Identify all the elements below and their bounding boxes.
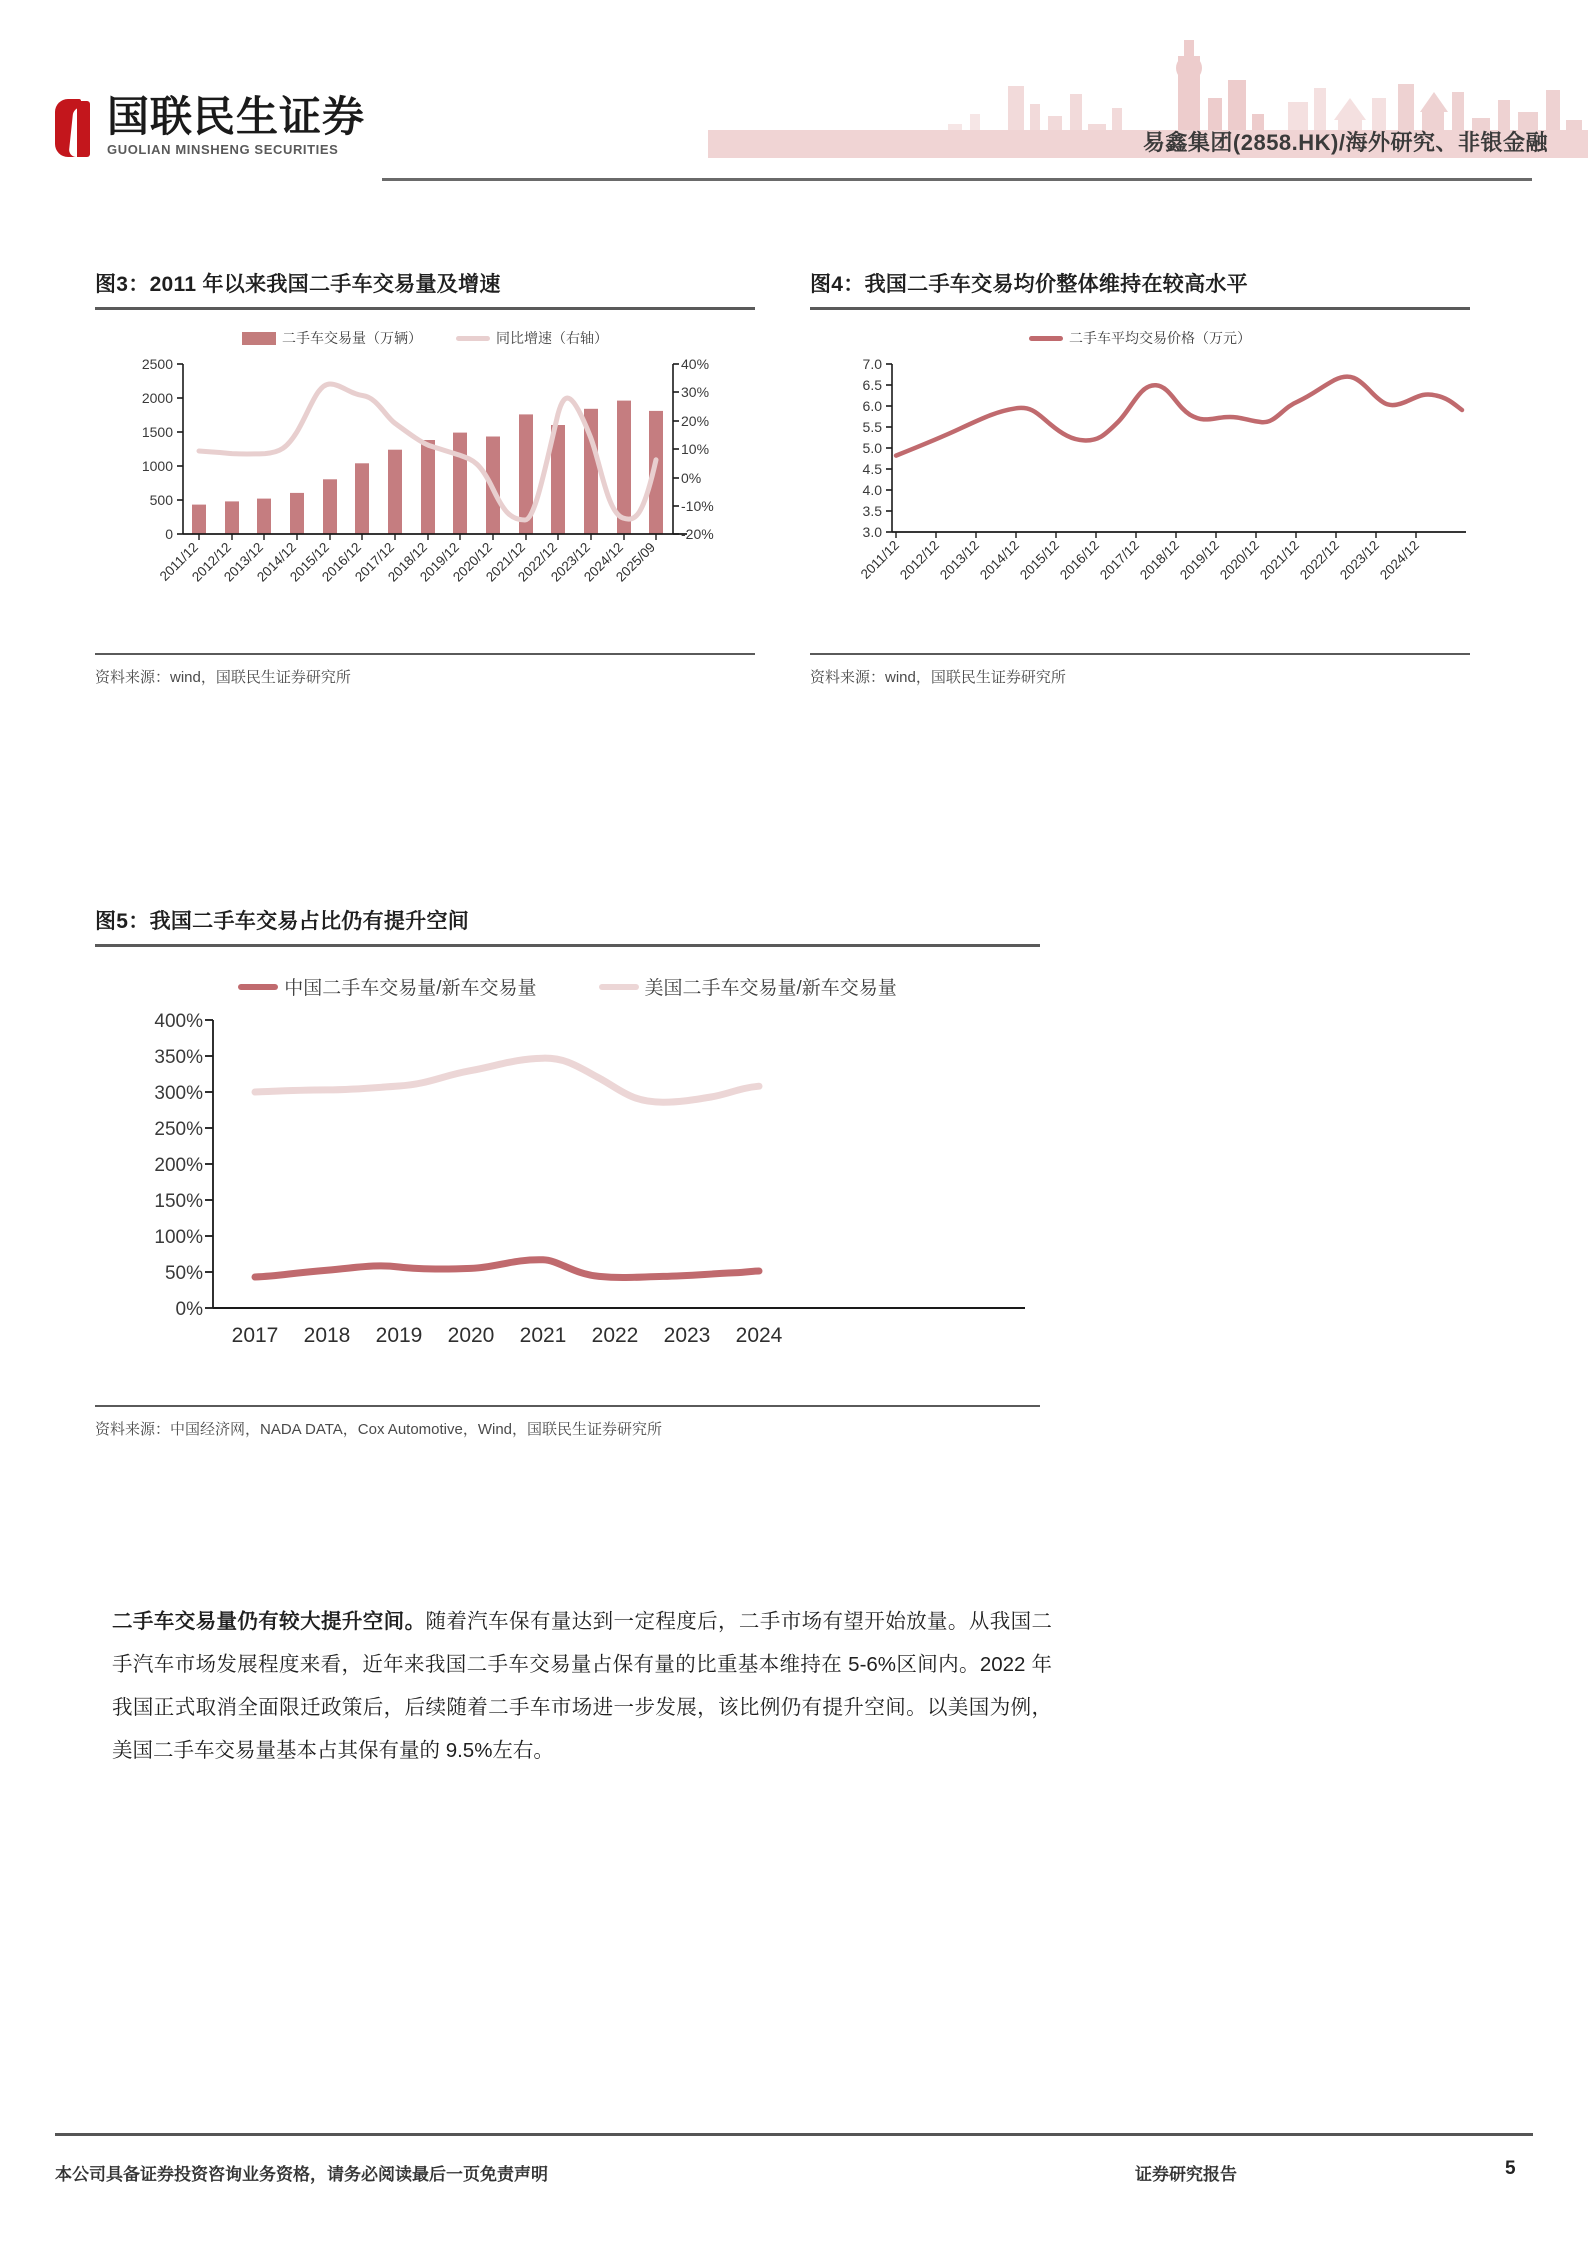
legend-item-china-ratio xyxy=(238,973,536,1000)
logo-mark-icon xyxy=(55,99,97,157)
logo-text-cn: 国联民生证券 xyxy=(107,93,366,140)
figure-5-source: 资料来源：中国经济网，NADA DATA，Cox Automotive，Wind，国联民生证券研究所 xyxy=(95,1421,663,1438)
legend-item-us-ratio xyxy=(599,973,897,1000)
svg-text:2013/12: 2013/12 xyxy=(220,539,267,585)
svg-text:2019/12: 2019/12 xyxy=(1176,537,1223,583)
figure-4 xyxy=(810,268,1470,687)
legend-item-avg-price xyxy=(1029,328,1251,348)
svg-text:2021/12: 2021/12 xyxy=(482,539,529,585)
svg-text:2022: 2022 xyxy=(591,1324,639,1347)
svg-text:2021/12: 2021/12 xyxy=(1256,537,1303,583)
svg-text:2011/12: 2011/12 xyxy=(156,539,202,584)
svg-text:2013/12: 2013/12 xyxy=(936,537,983,583)
svg-text:2017/12: 2017/12 xyxy=(1096,537,1143,583)
body-paragraph-rest: 随着汽车保有量达到一定程度后，二手市场有望开始放量。从我国二手汽车市场发展程度来看，近年来我国二手车交易量占保有量的比重基本维持在 5-6%区间内。2022 年我国正式取消全面限迁政策后，后续随着二手车市场进一步发展，该比例仍有提升空间。以美国为例，美国二手车交易量基本占其保有量的 9.5%左右。 xyxy=(112,1610,1053,1762)
svg-text:-10%: -10% xyxy=(681,498,714,514)
bar-series xyxy=(192,401,663,534)
svg-text:2016/12: 2016/12 xyxy=(318,539,365,585)
figure-4-plot xyxy=(810,348,1470,653)
svg-text:2021: 2021 xyxy=(519,1324,567,1347)
logo-text-en: GUOLIAN MINSHENG SECURITIES xyxy=(107,142,339,157)
svg-text:6.0: 6.0 xyxy=(862,398,882,414)
svg-text:2017: 2017 xyxy=(231,1324,279,1347)
svg-text:0: 0 xyxy=(165,526,173,542)
company-logo xyxy=(55,95,365,157)
footer-disclaimer: 本公司具备证券投资咨询业务资格，请务必阅读最后一页免责声明 xyxy=(55,2165,548,2184)
footer-page-number: 5 xyxy=(1505,2158,1516,2179)
svg-text:2023/12: 2023/12 xyxy=(547,539,594,585)
svg-text:10%: 10% xyxy=(681,441,710,457)
svg-text:400%: 400% xyxy=(154,1011,203,1032)
figure-4-title: 图4：我国二手车交易均价整体维持在较高水平 xyxy=(810,273,1248,296)
svg-text:2024/12: 2024/12 xyxy=(580,539,627,585)
svg-text:20%: 20% xyxy=(681,413,710,429)
figure-5-legend xyxy=(95,947,1040,1000)
figure-3-title: 图3：2011 年以来我国二手车交易量及增速 xyxy=(95,273,501,296)
svg-text:2019/12: 2019/12 xyxy=(416,539,463,585)
svg-text:2017/12: 2017/12 xyxy=(351,539,398,585)
figure-4-legend xyxy=(810,310,1470,348)
legend-swatch-line-icon xyxy=(1029,336,1063,341)
svg-text:2016/12: 2016/12 xyxy=(1056,537,1103,583)
footer-report-type: 证券研究报告 xyxy=(1135,2165,1237,2184)
svg-text:2015/12: 2015/12 xyxy=(286,539,333,585)
figure-5-title: 图5：我国二手车交易占比仍有提升空间 xyxy=(95,910,470,933)
svg-text:100%: 100% xyxy=(154,1227,203,1248)
svg-text:250%: 250% xyxy=(154,1119,203,1140)
us-ratio-line-series xyxy=(255,1058,759,1102)
svg-text:2019: 2019 xyxy=(375,1324,423,1347)
svg-text:5.5: 5.5 xyxy=(862,419,882,435)
svg-text:2014/12: 2014/12 xyxy=(976,537,1023,583)
svg-text:1000: 1000 xyxy=(141,458,173,474)
legend-item-bar xyxy=(242,328,422,348)
svg-text:50%: 50% xyxy=(164,1263,203,1284)
svg-text:4.0: 4.0 xyxy=(862,482,882,498)
figure-3-legend xyxy=(95,310,755,348)
figure-3-plot xyxy=(95,348,755,653)
svg-text:3.5: 3.5 xyxy=(862,503,882,519)
svg-text:1500: 1500 xyxy=(141,424,173,440)
svg-text:2015/12: 2015/12 xyxy=(1016,537,1063,583)
svg-text:7.0: 7.0 xyxy=(862,356,882,372)
page-header xyxy=(0,0,1588,185)
figure-5 xyxy=(95,905,1040,1439)
figure-4-source: 资料来源：wind，国联民生证券研究所 xyxy=(810,669,1066,686)
svg-text:2018/12: 2018/12 xyxy=(384,539,431,585)
svg-text:2024/12: 2024/12 xyxy=(1376,537,1423,583)
svg-text:2012/12: 2012/12 xyxy=(896,537,943,583)
svg-text:2014/12: 2014/12 xyxy=(253,539,300,585)
header-banner-title: 易鑫集团(2858.HK)/海外研究、非银金融 xyxy=(1142,130,1548,155)
svg-text:2023/12: 2023/12 xyxy=(1336,537,1383,583)
legend-swatch-bar-icon xyxy=(242,332,276,345)
svg-text:2022/12: 2022/12 xyxy=(1296,537,1343,583)
china-ratio-line-series xyxy=(255,1260,759,1278)
body-paragraph xyxy=(112,1600,1052,1772)
legend-swatch-line-icon xyxy=(456,336,490,341)
legend-label-china-ratio: 中国二手车交易量/新车交易量 xyxy=(284,978,537,999)
header-divider xyxy=(382,178,1532,181)
legend-item-line xyxy=(456,328,608,348)
figure-3 xyxy=(95,268,755,687)
legend-label-us-ratio: 美国二手车交易量/新车交易量 xyxy=(644,978,897,999)
svg-text:2018/12: 2018/12 xyxy=(1136,537,1183,583)
svg-text:0%: 0% xyxy=(681,470,702,486)
svg-text:30%: 30% xyxy=(681,384,710,400)
svg-text:2022/12: 2022/12 xyxy=(514,539,561,585)
legend-label-volume: 二手车交易量（万辆） xyxy=(282,330,422,346)
figure-5-plot xyxy=(95,1000,1040,1405)
svg-text:200%: 200% xyxy=(154,1155,203,1176)
svg-text:350%: 350% xyxy=(154,1047,203,1068)
svg-text:0%: 0% xyxy=(175,1299,203,1320)
svg-text:4.5: 4.5 xyxy=(862,461,882,477)
svg-text:-20%: -20% xyxy=(681,526,714,542)
svg-text:300%: 300% xyxy=(154,1083,203,1104)
svg-text:5.0: 5.0 xyxy=(862,440,882,456)
legend-swatch-line-icon xyxy=(599,984,639,990)
svg-text:40%: 40% xyxy=(681,356,710,372)
avg-price-line-series xyxy=(896,377,1462,456)
svg-text:3.0: 3.0 xyxy=(862,524,882,540)
footer-divider xyxy=(55,2133,1533,2136)
svg-text:2011/12: 2011/12 xyxy=(857,537,903,582)
svg-text:2024: 2024 xyxy=(735,1324,783,1347)
svg-text:2018: 2018 xyxy=(303,1324,351,1347)
legend-swatch-line-icon xyxy=(238,984,278,990)
legend-label-avg-price: 二手车平均交易价格（万元） xyxy=(1069,330,1251,346)
svg-text:500: 500 xyxy=(149,492,173,508)
svg-text:150%: 150% xyxy=(154,1191,203,1212)
svg-text:2020/12: 2020/12 xyxy=(1216,537,1263,583)
svg-text:2020/12: 2020/12 xyxy=(449,539,496,585)
svg-text:2000: 2000 xyxy=(141,390,173,406)
svg-text:2025/09: 2025/09 xyxy=(612,539,659,585)
svg-text:2500: 2500 xyxy=(141,356,173,372)
svg-text:6.5: 6.5 xyxy=(862,377,882,393)
legend-label-growth: 同比增速（右轴） xyxy=(496,330,608,346)
figure-3-source: 资料来源：wind，国联民生证券研究所 xyxy=(95,669,351,686)
body-paragraph-lead: 二手车交易量仍有较大提升空间。 xyxy=(112,1610,426,1633)
svg-text:2020: 2020 xyxy=(447,1324,495,1347)
svg-text:2023: 2023 xyxy=(663,1324,711,1347)
svg-text:2012/12: 2012/12 xyxy=(188,539,235,585)
